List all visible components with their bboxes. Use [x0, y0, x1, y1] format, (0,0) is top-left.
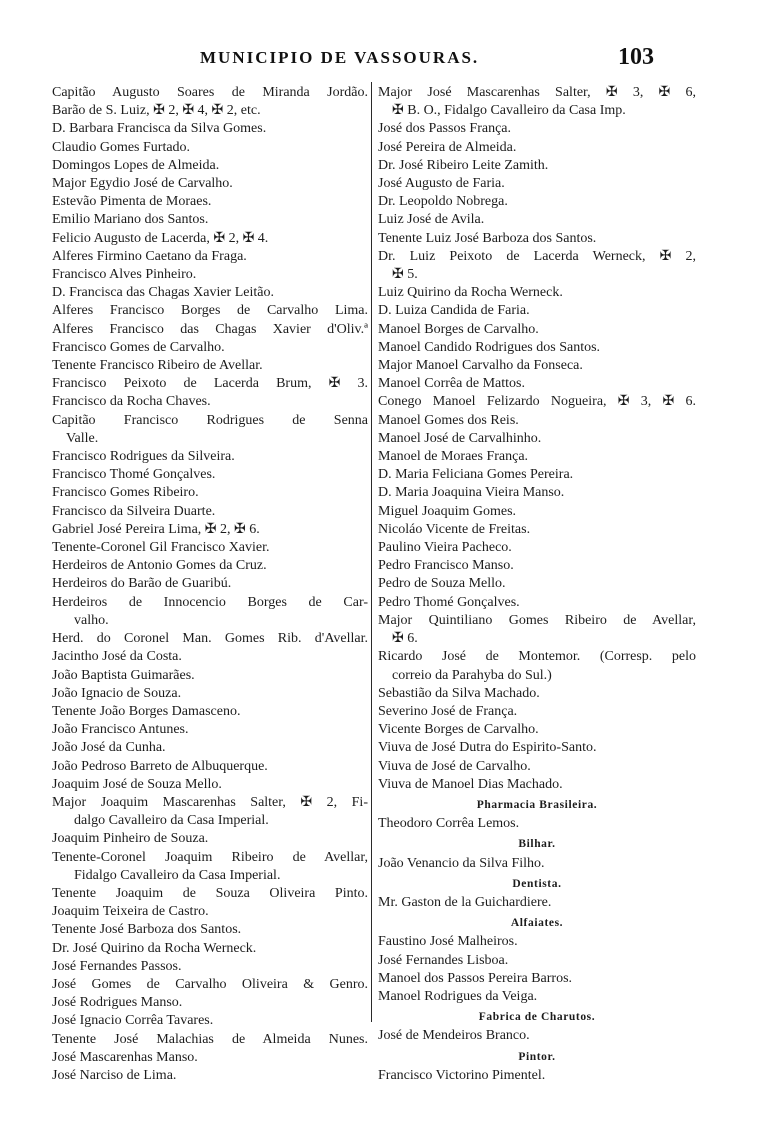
- directory-entry: ✠ 6.: [392, 631, 418, 647]
- directory-entry: Domingos Lopes de Almeida.: [52, 157, 220, 173]
- directory-entry: Faustino José Malheiros.: [378, 934, 518, 950]
- page-number: 103: [618, 44, 654, 70]
- left-column: [52, 84, 368, 1085]
- directory-entry: Manoel dos Passos Pereira Barros.: [378, 970, 573, 986]
- directory-entry: José Ignacio Corrêa Tavares.: [52, 1013, 214, 1029]
- section-heading: Alfaiates.: [510, 917, 564, 930]
- directory-entry: Herd. do Coronel Man. Gomes Rib. d'Avellar.: [52, 631, 368, 647]
- directory-entry: D. Barbara Francisca da Silva Gomes.: [52, 121, 267, 137]
- directory-entry: Alferes Firmino Caetano da Fraga.: [52, 248, 247, 264]
- directory-entry: Manoel Corrêa de Mattos.: [378, 376, 525, 392]
- directory-entry: Manoel Rodrigues da Veiga.: [378, 988, 538, 1004]
- directory-entry: Fidalgo Cavalleiro da Casa Imperial.: [74, 867, 281, 883]
- section-heading: Pharmacia Brasileira.: [476, 798, 598, 811]
- directory-entry: Francisco Gomes de Carvalho.: [52, 339, 225, 355]
- directory-entry: dalgo Cavalleiro da Casa Imperial.: [74, 813, 269, 829]
- directory-entry: Pedro Thomé Gonçalves.: [378, 594, 520, 610]
- directory-entry: Theodoro Corrêa Lemos.: [378, 816, 520, 832]
- directory-entry: Francisco Thomé Gonçalves.: [52, 467, 216, 483]
- directory-entry: D. Maria Feliciana Gomes Pereira.: [378, 467, 574, 483]
- directory-entry: Viuva de Manoel Dias Machado.: [378, 776, 563, 792]
- directory-entry: Tenente-Coronel Joaquim Ribeiro de Avellar,: [52, 849, 368, 865]
- directory-entry: Miguel Joaquim Gomes.: [378, 503, 517, 519]
- directory-entry: Nicoláo Vicente de Freitas.: [378, 521, 531, 537]
- directory-entry: Capitão Francisco Rodrigues de Senna: [52, 412, 368, 428]
- directory-entry: Manoel de Moraes França.: [378, 449, 529, 465]
- directory-entry: Herdeiros de Innocencio Borges de Car-: [52, 594, 368, 610]
- directory-entry: Major Quintiliano Gomes Ribeiro de Avellar,: [378, 612, 696, 628]
- directory-entry: Tenente José Malachias de Almeida Nunes.: [52, 1031, 368, 1047]
- directory-entry: Dr. Leopoldo Nobrega.: [378, 194, 508, 210]
- directory-entry: Sebastião da Silva Machado.: [378, 685, 540, 701]
- directory-entry: Conego Manoel Felizardo Nogueira, ✠ 3, ✠ 6.: [378, 394, 696, 410]
- directory-entry: José de Mendeiros Branco.: [378, 1028, 530, 1044]
- directory-entry: Alferes Francisco Borges de Carvalho Lima.: [52, 303, 368, 319]
- directory-entry: Dr. José Ribeiro Leite Zamith.: [378, 157, 549, 173]
- directory-entry: Herdeiros do Barão de Guaribú.: [52, 576, 232, 592]
- directory-entry: Francisco Gomes Ribeiro.: [52, 485, 199, 501]
- section-heading: Fabrica de Charutos.: [478, 1011, 596, 1024]
- directory-entry: Claudio Gomes Furtado.: [52, 139, 191, 155]
- directory-entry: João José da Cunha.: [52, 740, 166, 756]
- directory-entry: Major Joaquim Mascarenhas Salter, ✠ 2, Fi-: [52, 794, 368, 810]
- directory-entry: Joaquim Pinheiro de Souza.: [52, 831, 209, 847]
- directory-entry: José Fernandes Passos.: [52, 958, 182, 974]
- column-divider: [371, 82, 372, 1022]
- directory-entry: Luiz José de Avila.: [378, 212, 485, 228]
- directory-entry: Dr. José Quirino da Rocha Werneck.: [52, 940, 257, 956]
- directory-entry: Emilio Mariano dos Santos.: [52, 212, 209, 228]
- directory-entry: Ricardo José de Montemor. (Corresp. pelo: [378, 649, 696, 665]
- directory-entry: Dr. Luiz Peixoto de Lacerda Werneck, ✠ 2,: [378, 248, 696, 264]
- directory-entry: Francisco Victorino Pimentel.: [378, 1067, 546, 1083]
- directory-entry: José Augusto de Faria.: [378, 176, 505, 192]
- directory-entry: Tenente Joaquim de Souza Oliveira Pinto.: [52, 885, 368, 901]
- directory-entry: João Baptista Guimarães.: [52, 667, 195, 683]
- directory-entry: João Francisco Antunes.: [52, 722, 189, 738]
- directory-entry: Barão de S. Luiz, ✠ 2, ✠ 4, ✠ 2, etc.: [52, 103, 261, 119]
- directory-entry: Severino José de França.: [378, 703, 518, 719]
- directory-entry: José Rodrigues Manso.: [52, 995, 183, 1011]
- directory-entry: Francisco da Rocha Chaves.: [52, 394, 211, 410]
- directory-entry: Francisco da Silveira Duarte.: [52, 503, 216, 519]
- directory-entry: Paulino Vieira Pacheco.: [378, 540, 512, 556]
- running-head-title: MUNICIPIO DE VASSOURAS.: [200, 48, 480, 67]
- directory-entry: Manoel Borges de Carvalho.: [378, 321, 539, 337]
- directory-entry: Estevão Pimenta de Moraes.: [52, 194, 212, 210]
- directory-entry: Pedro de Souza Mello.: [378, 576, 506, 592]
- directory-entry: Francisco Rodrigues da Silveira.: [52, 449, 235, 465]
- directory-entry: Herdeiros de Antonio Gomes da Cruz.: [52, 558, 267, 574]
- directory-entry: Manoel José de Carvalhinho.: [378, 430, 542, 446]
- directory-entry: Viuva de José de Carvalho.: [378, 758, 531, 774]
- directory-entry: Luiz Quirino da Rocha Werneck.: [378, 285, 563, 301]
- directory-entry: Viuva de José Dutra do Espirito-Santo.: [378, 740, 597, 756]
- section-heading: Pintor.: [518, 1050, 556, 1063]
- directory-entry: D. Luiza Candida de Faria.: [378, 303, 530, 319]
- directory-entry: Major José Mascarenhas Salter, ✠ 3, ✠ 6,: [378, 85, 696, 100]
- directory-entry: Pedro Francisco Manso.: [378, 558, 514, 574]
- directory-entry: Manoel Gomes dos Reis.: [378, 412, 519, 428]
- directory-entry: José Pereira de Almeida.: [378, 139, 517, 155]
- directory-entry: Joaquim José de Souza Mello.: [52, 776, 222, 792]
- directory-entry: Gabriel José Pereira Lima, ✠ 2, ✠ 6.: [52, 521, 260, 537]
- directory-entry: Joaquim Teixeira de Castro.: [52, 904, 209, 920]
- directory-entry: Francisco Alves Pinheiro.: [52, 267, 197, 283]
- directory-entry: Jacintho José da Costa.: [52, 649, 182, 665]
- section-heading: Bilhar.: [518, 838, 556, 851]
- directory-entry: Felicio Augusto de Lacerda, ✠ 2, ✠ 4.: [52, 230, 269, 246]
- directory-entry: José Gomes de Carvalho Oliveira & Genro.: [52, 976, 368, 992]
- directory-entry: Francisco Peixoto de Lacerda Brum, ✠ 3.: [52, 376, 368, 392]
- directory-entry: Tenente Francisco Ribeiro de Avellar.: [52, 358, 263, 374]
- directory-entry: José Fernandes Lisboa.: [378, 952, 509, 968]
- directory-entry: Major Egydio José de Carvalho.: [52, 176, 233, 192]
- directory-entry: Vicente Borges de Carvalho.: [378, 722, 539, 738]
- directory-entry: José Mascarenhas Manso.: [52, 1049, 198, 1065]
- directory-entry: Tenente-Coronel Gil Francisco Xavier.: [52, 540, 270, 556]
- directory-entry: Tenente José Barboza dos Santos.: [52, 922, 242, 938]
- directory-entry: valho.: [74, 612, 109, 628]
- directory-entry: ✠ 5.: [392, 267, 418, 283]
- directory-entry: Tenente João Borges Damasceno.: [52, 703, 241, 719]
- directory-entry: José dos Passos França.: [378, 121, 511, 137]
- directory-entry: José Narciso de Lima.: [52, 1067, 177, 1083]
- directory-entry: Mr. Gaston de la Guichardiere.: [378, 894, 552, 910]
- directory-entry: ✠ B. O., Fidalgo Cavalleiro da Casa Imp.: [392, 103, 626, 119]
- directory-entry: João Pedroso Barreto de Albuquerque.: [52, 758, 268, 774]
- directory-entry: D. Francisca das Chagas Xavier Leitão.: [52, 285, 274, 301]
- directory-entry: Valle.: [66, 430, 99, 446]
- directory-entry: João Ignacio de Souza.: [52, 685, 182, 701]
- right-column: [378, 84, 696, 1085]
- directory-entry: Alferes Francisco das Chagas Xavier d'Oliv.ª: [52, 321, 368, 337]
- directory-entry: correio da Parahyba do Sul.): [392, 667, 552, 683]
- directory-entry: Manoel Candido Rodrigues dos Santos.: [378, 339, 601, 355]
- directory-entry: João Venancio da Silva Filho.: [378, 855, 545, 871]
- section-heading: Dentista.: [512, 877, 562, 890]
- directory-entry: Capitão Augusto Soares de Miranda Jordão.: [52, 85, 368, 100]
- directory-entry: Tenente Luiz José Barboza dos Santos.: [378, 230, 597, 246]
- directory-entry: D. Maria Joaquina Vieira Manso.: [378, 485, 565, 501]
- directory-entry: Major Manoel Carvalho da Fonseca.: [378, 358, 583, 374]
